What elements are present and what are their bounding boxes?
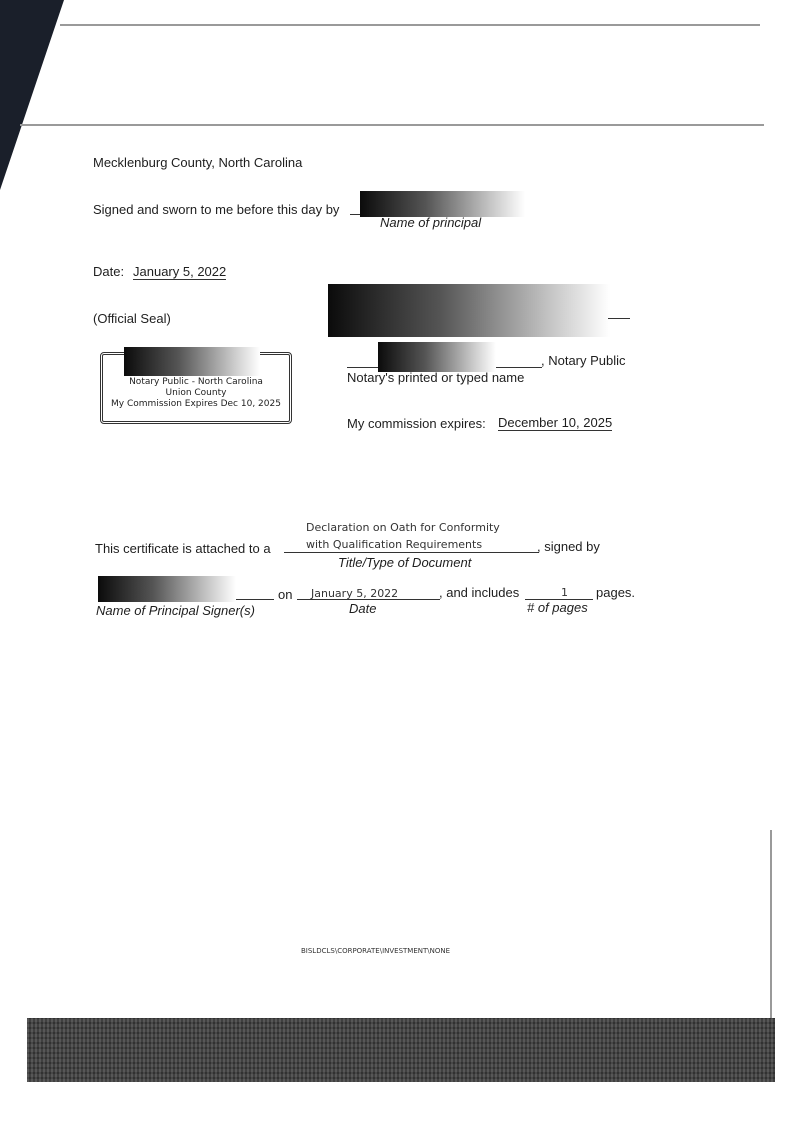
attached-statement: This certificate is attached to a (95, 541, 271, 556)
includes-label: , and includes (439, 585, 520, 600)
signature-line (608, 318, 630, 319)
notary-public-label: , Notary Public (541, 353, 626, 368)
notary-name-redaction (378, 342, 496, 372)
seal-name-redaction (124, 347, 260, 376)
pages-value: 1 (561, 586, 568, 599)
principal-name-caption: Name of principal (380, 215, 482, 230)
date-label: Date: (93, 264, 125, 279)
signer-caption: Name of Principal Signer(s) (96, 603, 255, 618)
notary-name-caption: Notary's printed or typed name (347, 370, 525, 385)
document-title-line2: with Qualification Requirements (306, 538, 483, 551)
pages-word: pages. (596, 585, 636, 600)
on-label: on (278, 587, 293, 602)
commission-label: My commission expires: (347, 416, 486, 431)
date-value: January 5, 2022 (133, 264, 227, 279)
document-title-line1: Declaration on Oath for Conformity (306, 521, 500, 534)
date-caption: Date (349, 601, 377, 616)
seal-line-2: Union County (165, 388, 227, 398)
certificate-date-value: January 5, 2022 (311, 587, 399, 600)
seal-line-3: My Commission Expires Dec 10, 2025 (111, 399, 281, 409)
county-state: Mecklenburg County, North Carolina (93, 155, 303, 170)
page-edge (770, 830, 772, 1020)
seal-line-1: Notary Public - North Carolina (129, 377, 263, 387)
document-title-underline (284, 552, 539, 553)
signed-by-label: , signed by (537, 539, 600, 554)
commission-value: December 10, 2025 (498, 415, 613, 430)
document-path-footer: BISLDCLS\CORPORATE\INVESTMENT\NONE (301, 947, 451, 955)
scan-shadow-corner (0, 0, 70, 200)
principal-name-redaction (360, 191, 525, 217)
document-type-caption: Title/Type of Document (338, 555, 472, 570)
sworn-statement: Signed and sworn to me before this day by (93, 202, 340, 217)
notary-signature-redaction (328, 284, 610, 337)
scan-edge-line-top (60, 24, 760, 26)
signer-name-redaction (98, 576, 236, 602)
official-seal-label: (Official Seal) (93, 311, 171, 326)
pages-caption: # of pages (527, 600, 588, 615)
scan-bottom-band (27, 1018, 775, 1082)
scan-edge-line (20, 124, 764, 126)
signer-name-line (236, 599, 274, 600)
